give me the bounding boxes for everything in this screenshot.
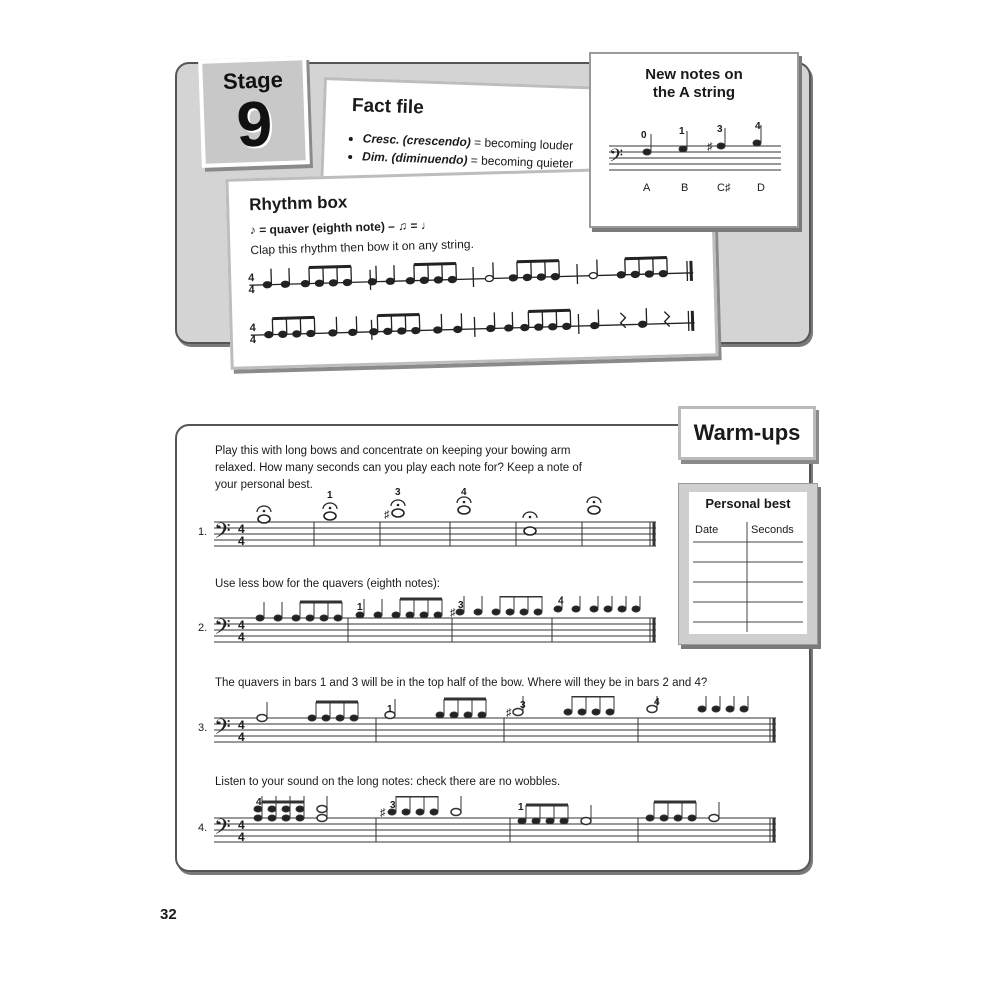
svg-text:4: 4: [238, 630, 245, 644]
warm-ups-title: Warm-ups: [693, 420, 801, 445]
intro-line: your personal best.: [215, 479, 313, 491]
stage-badge: [198, 56, 310, 168]
exercise-4-staff: [212, 796, 778, 846]
fact-term: Dim. (diminuendo): [361, 149, 468, 168]
finger-number: 3: [458, 600, 464, 611]
svg-text:4: 4: [238, 818, 245, 832]
svg-text:♯: ♯: [450, 607, 456, 619]
quaver-definition: ♪ = quaver (eighth note) – ♫ = ♩: [249, 218, 434, 238]
intro-line: Play this with long bows and concentrate on keeping your bowing arm: [215, 445, 571, 457]
new-notes-card: [589, 52, 799, 228]
exercise-number: 1.: [198, 526, 208, 538]
svg-text:♯: ♯: [506, 707, 512, 719]
warm-ups-intro: [215, 443, 665, 494]
svg-text:4: 4: [238, 522, 245, 536]
svg-text:4: 4: [248, 272, 255, 285]
fact-definition: = becoming quieter: [467, 153, 574, 171]
finger-number: 0: [641, 130, 647, 141]
finger-number: 1: [679, 126, 685, 137]
finger-number: 3: [390, 800, 396, 811]
finger-number: 1: [327, 490, 333, 501]
fact-definition: = becoming louder: [470, 135, 574, 153]
page-number: 32: [160, 906, 177, 923]
finger-number: 4: [654, 697, 660, 708]
exercise-1-staff: [212, 488, 660, 550]
exercise-4-instruction: Listen to your sound on the long notes: check there are no wobbles.: [215, 776, 561, 788]
svg-text:♯: ♯: [707, 141, 713, 153]
finger-number: 4: [461, 487, 467, 498]
rhythm-instruction: Clap this rhythm then bow it on any string.: [250, 236, 474, 258]
date-column-header: Date: [695, 524, 719, 536]
finger-number: 3: [520, 700, 526, 711]
svg-text:4: 4: [238, 830, 245, 844]
svg-text:♯: ♯: [380, 807, 386, 819]
rhythm-box-title: Rhythm box: [248, 192, 348, 215]
note-name: C♯: [717, 182, 731, 194]
personal-best-title: Personal best: [705, 496, 791, 511]
personal-best-grid: [689, 492, 807, 634]
svg-text:4: 4: [238, 618, 245, 632]
svg-text:4: 4: [238, 534, 245, 548]
fact-term: Cresc. (crescendo): [362, 131, 472, 150]
note-name: A: [643, 182, 651, 194]
svg-text:4: 4: [248, 284, 255, 297]
svg-text:4: 4: [238, 718, 245, 732]
svg-text:4: 4: [249, 322, 256, 335]
finger-number: 3: [395, 487, 401, 498]
exercise-2-staff: [212, 596, 660, 646]
exercise-3-staff: [212, 696, 778, 746]
svg-text:𝄢: 𝄢: [214, 614, 231, 644]
finger-number: 4: [256, 797, 262, 808]
stage-number: 9: [235, 87, 274, 161]
warm-ups-badge: [678, 406, 816, 460]
fact-file-list: [346, 129, 574, 173]
svg-text:𝄢: 𝄢: [214, 814, 231, 844]
exercise-number: 2.: [198, 622, 208, 634]
finger-number: 1: [518, 802, 524, 813]
finger-number: 4: [755, 121, 761, 132]
finger-number: 1: [387, 704, 393, 715]
finger-number: 1: [357, 602, 363, 613]
svg-text:4: 4: [249, 334, 257, 347]
personal-best-card: [678, 483, 818, 645]
intro-line: relaxed. How many seconds can you play each note for? Keep a note of: [215, 462, 582, 474]
rhythm-staff: [245, 251, 699, 356]
exercise-3-instruction: The quavers in bars 1 and 3 will be in the top half of the bow. Where will they be in bars 2 and 4?: [215, 677, 708, 689]
exercise-2-instruction: Use less bow for the quavers (eighth notes):: [215, 578, 441, 590]
exercise-number: 4.: [198, 822, 208, 834]
note-name: B: [681, 182, 689, 194]
svg-text:𝄢: 𝄢: [214, 518, 231, 548]
stage-label: Stage: [222, 66, 284, 95]
finger-number: 3: [717, 124, 723, 135]
fact-file-title: Fact file: [351, 95, 425, 119]
new-notes-title-line2: the A string: [652, 84, 736, 101]
new-notes-title: [591, 66, 797, 102]
new-notes-title-line1: New notes on: [645, 66, 743, 83]
svg-text:𝄢: 𝄢: [214, 714, 231, 744]
svg-text:𝄢: 𝄢: [609, 145, 624, 170]
personal-best-table: [689, 492, 807, 634]
svg-text:♯: ♯: [384, 509, 390, 521]
finger-number: 4: [558, 596, 564, 607]
exercise-number: 3.: [198, 722, 208, 734]
note-name: D: [757, 182, 765, 194]
svg-text:4: 4: [238, 730, 245, 744]
seconds-column-header: Seconds: [751, 524, 794, 536]
